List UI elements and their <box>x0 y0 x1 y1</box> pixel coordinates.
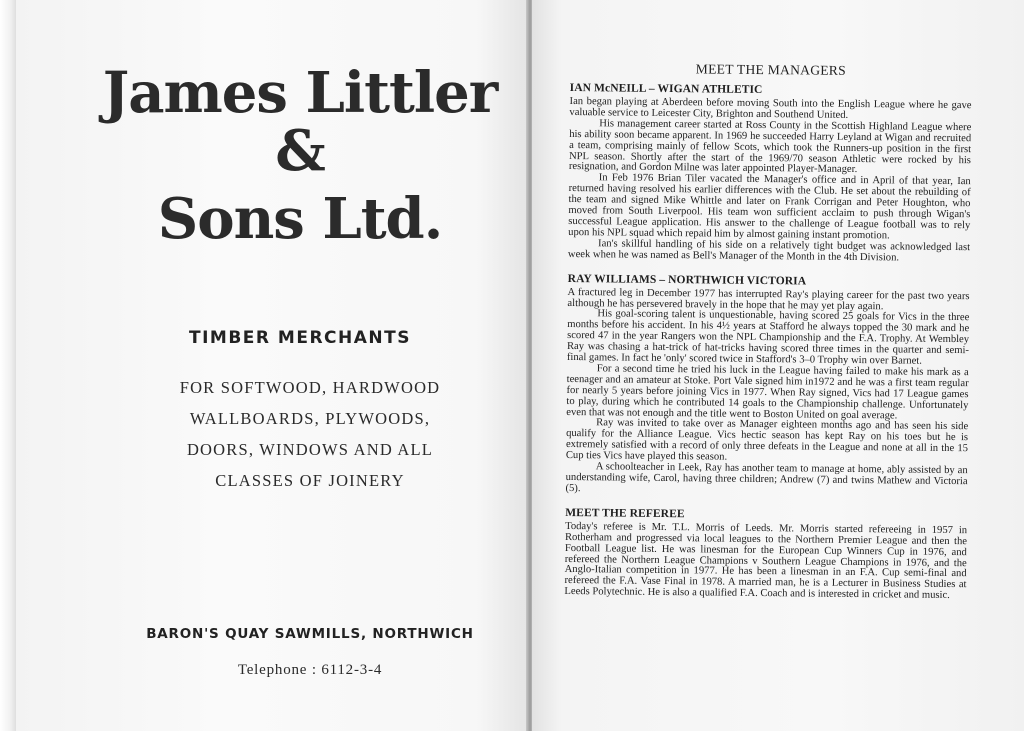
managers-article <box>564 60 972 602</box>
article-paragraph: Today's referee is Mr. T.L. Morris of Leeds. Mr. Morris started refereeing in 1957 in Rotherham and progressed via local leagues to the Northern Premier League and then the Football League list. He was linesman for the European Cup Winners Cup in 1976, and refereed the Northern League Champions v Southern League Champions in 1976, and the Anglo-Italian competition in 1977. He has been a linesman in an F.A. Cup semi-final and refereed the F.A. Vase Final in 1978. A married man, he is a Lecturer in Business Studies at Leeds Polytechnic. He is also a qualified F.A. Coach and is interested in cricket and music. <box>564 520 968 602</box>
company-name-line2: Sons Ltd. <box>157 186 443 252</box>
product-line: CLASSES OF JOINERY <box>215 471 405 490</box>
company-telephone: Telephone : 6112-3-4 <box>237 662 383 678</box>
article-paragraph: His goal-scoring talent is unquestionable, having scored 25 goals for Vics in the three months before his accident. In his 4½ years at Stafford he always topped the 30 mark and he scored 47 in the year Rangers won the NPL Championship and the F.A. Trophy. At Wembley Ray was chasing a hat-trick of hat-tricks having scored three times in the quarter and semi-final games. In fact he 'only' scored twice in Stafford's 3–0 Trophy win over Barnet. <box>566 308 970 367</box>
article-paragraph: His management career started at Ross County in the Scottish Highland League where his ability soon became apparent. In 1969 he succeeded Harry Leyland at Wigan and recruited a team, comprising mainly of fellow Scots, which took the Runners-up position in the first NPL season. Shortly after the start of the 1969/70 season Athletic were rocked by his resignation, and Gordon Milne was later appointed Player-Manager. <box>568 118 972 176</box>
article-paragraph: Ray was invited to take over as Manager eighteen months ago and has seen his side qualify for the Alliance League. Vics hectic season has kept Ray on his toes but he is extremely satisfied with a record of only three defeats in the League and none at all in the 15 Cup ties Vics have played this season. <box>565 417 969 463</box>
company-name-line1: James Littler <box>102 60 498 126</box>
company-ampersand: & <box>275 118 325 184</box>
company-address: BARON'S QUAY SAWMILLS, NORTHWICH <box>146 626 474 642</box>
article-title: MEET THE MANAGERS <box>695 61 847 78</box>
trade-heading: TIMBER MERCHANTS <box>189 328 411 348</box>
article-paragraph: For a second time he tried his luck in the League having failed to make his mark as a teenager and an amateur at Stoke. Port Vale signed him in1972 and he was a first team regular for nearly 5 years before joining Vics in 1977. When Ray signed, Vics had 17 League games to play, during which he contributed 14 goals to the Championship challenge. Unfortunately even that was not enough and the title went to Boston United on goal average. <box>566 363 969 422</box>
article-paragraph: In Feb 1976 Brian Tiler vacated the Manager's office and in April of that year, Ian returned having resolved his earlier differences with the Club. He set about the rebuilding of the team and signed Mike Whittle and later on Frank Corrigan and Peter Houghton, who moved from South Liverpool. His team won sufficient acclaim to push through Wigan's successful League application. His answer to the challenge of League football was to rely upon his NPL squad which repaid him by almost gaining instant promotion. <box>568 172 971 242</box>
product-list <box>100 378 520 502</box>
product-line: DOORS, WINDOWS AND ALL <box>186 440 434 459</box>
section-heading: IAN McNEILL – WIGAN ATHLETIC <box>569 81 763 97</box>
article-paragraph: Ian began playing at Aberdeen before moving South into the English League where he gave valuable service to Leicester City, Brighton and Southend United. <box>569 95 972 121</box>
article-paragraph: Ian's skillful handling of his side on a relatively tight budget was acknowledged last week when he was named as Bell's Manager of the Month in the 4th Division. <box>567 238 971 264</box>
article-paragraph: A schoolteacher in Leek, Ray has another team to manage at home, ably assisted by an understanding wife, Carol, having three children; Andrew (7) and twins Mathew and Victoria (5). <box>565 461 968 495</box>
product-line: WALLBOARDS, PLYWOODS, <box>189 409 431 428</box>
product-line: FOR SOFTWOOD, HARDWOOD <box>179 378 441 397</box>
section-heading: RAY WILLIAMS – NORTHWICH VICTORIA <box>567 272 807 288</box>
section-heading: MEET THE REFEREE <box>565 506 685 521</box>
article-paragraph: A fractured leg in December 1977 has interrupted Ray's playing career for the past two years although he has persevered bravely in the hope that he may yet play again. <box>567 286 970 312</box>
